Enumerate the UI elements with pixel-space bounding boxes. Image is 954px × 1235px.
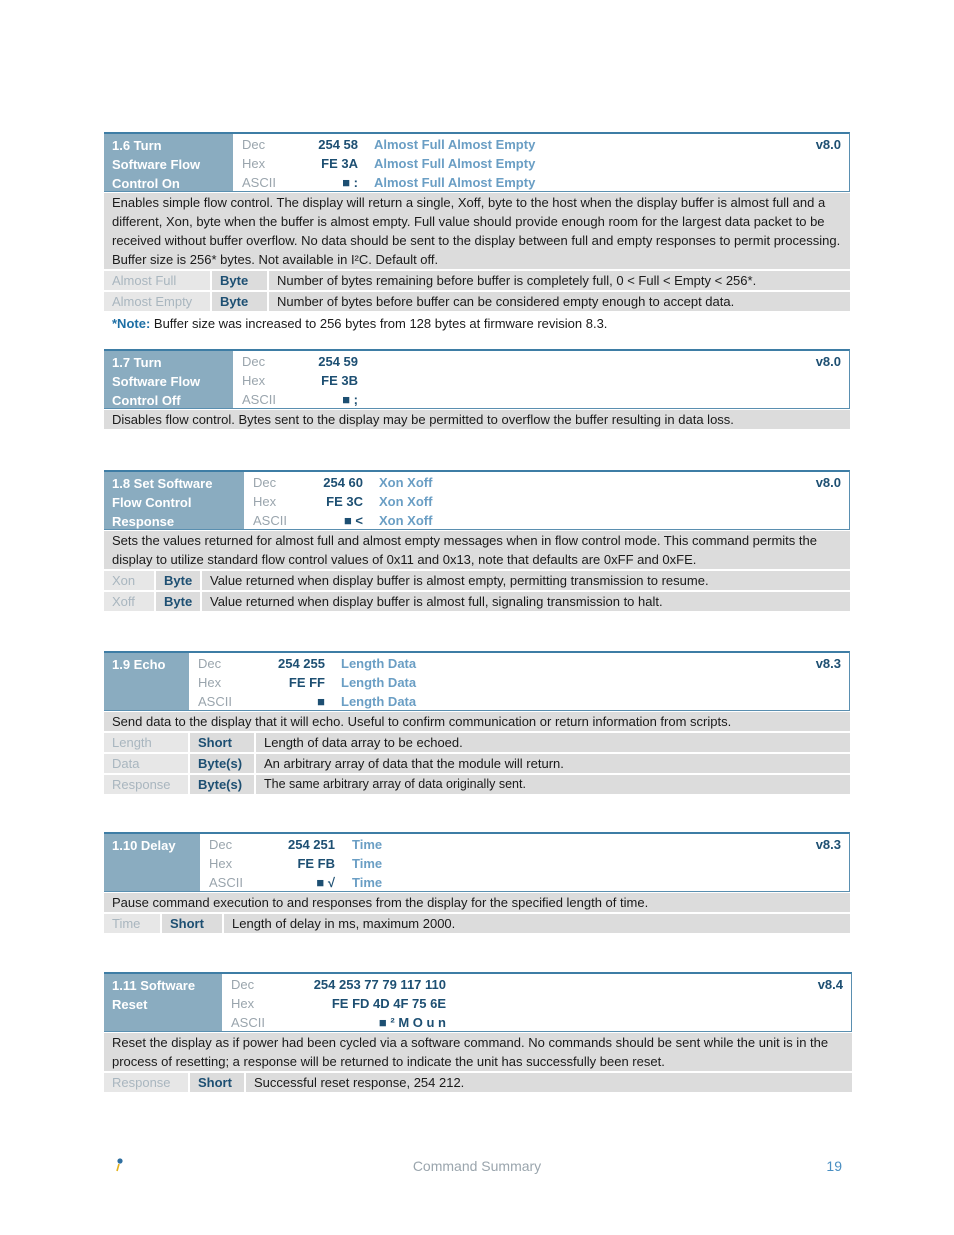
command-description: Sets the values returned for almost full and almost empty messages when in flow control mode. This command permits the display to utilize standard flow control values of 0x11 and 0x13, note that defaults are 0xFF and 0xFE.	[104, 531, 850, 569]
param-desc: Number of bytes before buffer can be considered empty enough to accept data.	[267, 292, 850, 311]
version-badge: v8.3	[815, 656, 841, 671]
title-line: Control Off	[112, 393, 181, 408]
command-header	[104, 972, 852, 1032]
param-name: Almost Full	[104, 271, 210, 290]
param-name: Response	[104, 1073, 188, 1092]
param-list: Almost Full Almost Empty	[374, 175, 536, 190]
param-desc: Value returned when display buffer is almost empty, permitting transmission to resume.	[200, 571, 850, 590]
param-list: Time	[352, 837, 383, 852]
page-number: 19	[826, 1158, 842, 1174]
param-list: Length Data	[341, 675, 417, 690]
command-description: Disables flow control. Bytes sent to the display may be permitted to overflow the buffer resulting in data loss.	[104, 410, 850, 429]
hex-code: FE 3A	[321, 156, 358, 171]
command-title	[104, 351, 233, 408]
ascii-code: ■ ² M O u n	[378, 1015, 446, 1030]
command-description: Pause command execution to and responses from the display for the specified length of time.	[104, 893, 850, 912]
dec-code: 254 253 77 79 117 110	[313, 977, 446, 992]
command-block-1-6	[104, 132, 850, 333]
title-line: Reset	[112, 997, 148, 1012]
version-badge: v8.4	[817, 977, 843, 992]
ascii-code: ■ :	[342, 175, 358, 190]
command-title	[104, 134, 233, 191]
command-description: Send data to the display that it will echo. Useful to confirm communication or return information from scripts.	[104, 712, 850, 731]
param-list: Time	[352, 856, 383, 871]
command-title	[104, 472, 244, 529]
param-list: Time	[352, 875, 383, 890]
version-badge: v8.0	[815, 354, 841, 369]
param-list: Length Data	[341, 656, 417, 671]
code-label: Hex	[242, 156, 266, 171]
version-badge: v8.0	[815, 137, 841, 152]
command-block-1-11	[104, 972, 852, 1092]
param-row	[104, 733, 850, 752]
command-codes	[233, 134, 849, 191]
hex-code: FE 3B	[321, 373, 358, 388]
hex-code: FE FD 4D 4F 75 6E	[331, 996, 446, 1011]
command-title	[104, 834, 200, 891]
code-label: Hex	[209, 856, 233, 871]
param-list: Almost Full Almost Empty	[374, 137, 536, 152]
version-badge: v8.0	[815, 475, 841, 490]
param-desc: Length of data array to be echoed.	[254, 733, 850, 752]
ascii-code: ■ ;	[342, 392, 358, 407]
command-block-1-9	[104, 651, 850, 794]
param-type: Byte	[210, 292, 267, 311]
param-desc: The same arbitrary array of data originally sent.	[254, 775, 850, 794]
param-row	[104, 571, 850, 590]
command-codes	[244, 472, 849, 529]
param-type: Byte	[154, 592, 200, 611]
dec-code: 254 255	[278, 656, 325, 671]
param-type: Short	[188, 733, 254, 752]
command-header	[104, 470, 850, 530]
param-name: Length	[104, 733, 188, 752]
command-block-1-10	[104, 832, 850, 933]
title-line: 1.6 Turn	[112, 138, 162, 153]
command-codes	[189, 653, 849, 710]
footnote	[104, 314, 850, 333]
param-desc: Value returned when display buffer is almost full, signaling transmission to halt.	[200, 592, 850, 611]
title-line: 1.9 Echo	[112, 657, 166, 672]
title-line: 1.7 Turn	[112, 355, 162, 370]
param-desc: An arbitrary array of data that the module will return.	[254, 754, 850, 773]
dec-code: 254 58	[318, 137, 358, 152]
title-line: 1.11 Software	[112, 978, 196, 993]
param-name: Response	[104, 775, 188, 794]
note-marker: *Note:	[112, 316, 151, 331]
ascii-code: ■	[317, 694, 325, 709]
command-block-1-8	[104, 470, 850, 611]
code-label: ASCII	[242, 175, 276, 190]
param-row	[104, 292, 850, 311]
code-label: ASCII	[198, 694, 232, 709]
command-codes	[222, 974, 851, 1031]
dec-code: 254 60	[323, 475, 363, 490]
code-label: Hex	[198, 675, 222, 690]
param-desc: Length of delay in ms, maximum 2000.	[222, 914, 850, 933]
param-type: Short	[188, 1073, 244, 1092]
command-title	[104, 974, 222, 1031]
ascii-code: ■ <	[343, 513, 363, 528]
title-line: Response	[112, 514, 175, 529]
code-label: Hex	[242, 373, 266, 388]
title-line: 1.10 Delay	[112, 838, 176, 853]
param-list: Xon Xoff	[379, 513, 433, 528]
param-row	[104, 754, 850, 773]
param-type: Short	[160, 914, 222, 933]
param-name: Xoff	[104, 592, 154, 611]
title-line: 1.8 Set Software	[112, 476, 213, 491]
command-description: Enables simple flow control. The display will return a single, Xoff, byte to the host when the display buffer is almost full and a different, Xon, byte when the buffer is almost empty. Full value should provide enough room for the largest data packet to be received without buffer overflow. No data should be sent to the display between full and empty responses to permit processing. Buffer size is 256* bytes. Not available in I²C. Default off.	[104, 193, 850, 269]
code-label: Hex	[231, 996, 255, 1011]
code-label: ASCII	[209, 875, 243, 890]
hex-code: FE FF	[288, 675, 325, 690]
code-label: Dec	[242, 354, 266, 369]
code-label: Dec	[209, 837, 233, 852]
param-list: Xon Xoff	[379, 494, 433, 509]
code-label: Dec	[198, 656, 222, 671]
command-header	[104, 132, 850, 192]
dec-code: 254 251	[288, 837, 335, 852]
dec-code: 254 59	[318, 354, 358, 369]
code-label: Dec	[242, 137, 266, 152]
param-name: Almost Empty	[104, 292, 210, 311]
param-type: Byte(s)	[188, 775, 254, 794]
param-list: Almost Full Almost Empty	[374, 156, 536, 171]
ascii-code: ■ √	[316, 875, 335, 890]
footer-title: Command Summary	[412, 1158, 542, 1174]
param-list: Xon Xoff	[379, 475, 433, 490]
command-block-1-7	[104, 349, 850, 429]
note-text: Buffer size was increased to 256 bytes from 128 bytes at firmware revision 8.3.	[150, 316, 608, 331]
code-label: ASCII	[231, 1015, 265, 1030]
code-label: Dec	[231, 977, 255, 992]
command-description: Reset the display as if power had been cycled via a software command. No commands should be sent while the unit is in the process of resetting; a response will be returned to indicate the unit has successfully been reset.	[104, 1033, 852, 1071]
title-line: Control On	[112, 176, 180, 191]
param-name: Data	[104, 754, 188, 773]
hex-code: FE FB	[297, 856, 335, 871]
version-badge: v8.3	[815, 837, 841, 852]
hex-code: FE 3C	[326, 494, 363, 509]
param-row	[104, 775, 850, 794]
title-line: Flow Control	[112, 495, 192, 510]
param-type: Byte(s)	[188, 754, 254, 773]
param-type: Byte	[154, 571, 200, 590]
param-row	[104, 592, 850, 611]
param-name: Xon	[104, 571, 154, 590]
title-line: Software Flow	[112, 374, 201, 389]
param-desc: Successful reset response, 254 212.	[244, 1073, 852, 1092]
param-desc: Number of bytes remaining before buffer is completely full, 0 < Full < Empty < 256*.	[267, 271, 850, 290]
title-line: Software Flow	[112, 157, 201, 172]
code-label: ASCII	[253, 513, 287, 528]
param-list: Length Data	[341, 694, 417, 709]
code-label: ASCII	[242, 392, 276, 407]
command-header	[104, 832, 850, 892]
param-row	[104, 914, 850, 933]
command-codes	[233, 351, 849, 408]
command-title	[104, 653, 189, 710]
param-type: Byte	[210, 271, 267, 290]
param-row	[104, 1073, 852, 1092]
command-codes	[200, 834, 849, 891]
code-label: Hex	[253, 494, 277, 509]
code-label: Dec	[253, 475, 277, 490]
command-header	[104, 651, 850, 711]
param-name: Time	[104, 914, 160, 933]
command-header	[104, 349, 850, 409]
param-row	[104, 271, 850, 290]
